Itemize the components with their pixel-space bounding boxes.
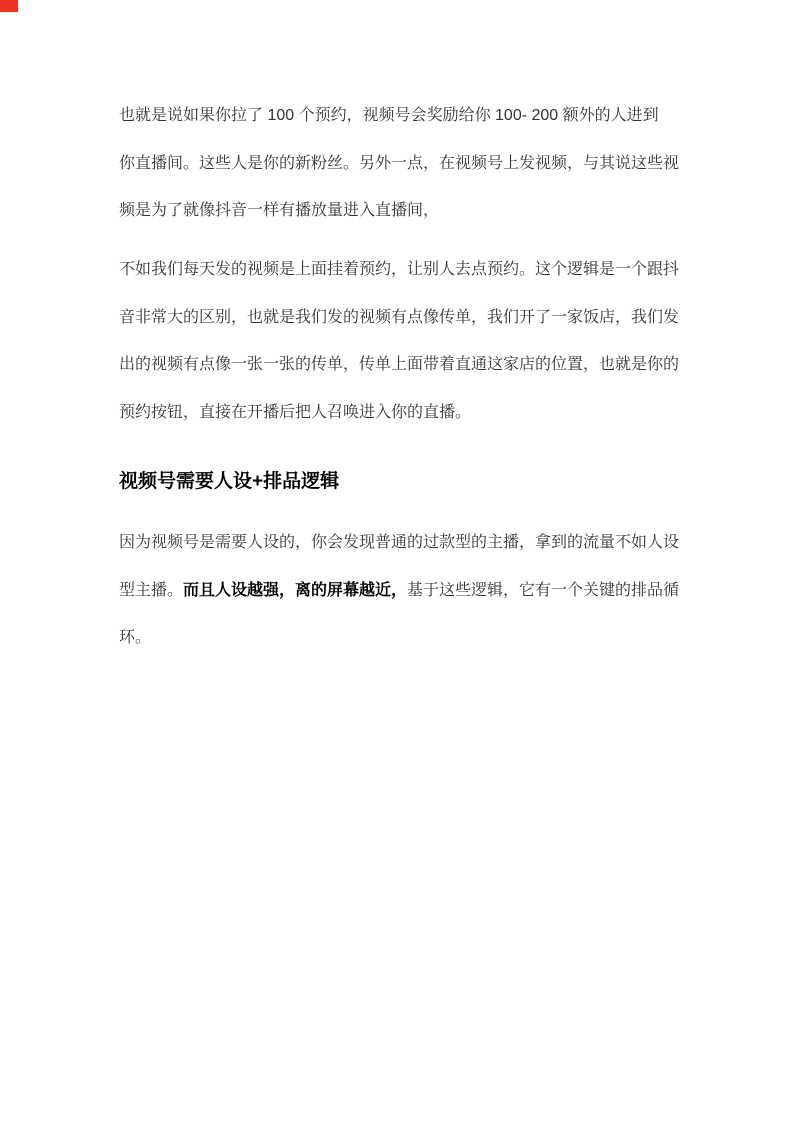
paragraph-3 <box>119 519 679 662</box>
paragraph-1-line-1: 也就是说如果你拉了 100 个预约，视频号会奖励给你 100- 200 额外的人进到 <box>119 107 659 124</box>
paragraph-1-line-3: 频是为了就像抖音一样有播放量进入直播间， <box>119 202 440 219</box>
paragraph-2-line-4: 预约按钮，直接在开播后把人召唤进入你的直播。 <box>119 403 472 421</box>
corner-marker <box>0 0 18 12</box>
paragraph-3-line-3: 环。 <box>119 629 152 646</box>
paragraph-3-line-2-end: 基于这些逻辑，它有一个关键的排品循 <box>407 581 680 599</box>
paragraph-1-line-2: 你直播间。这些人是你的新粉丝。另外一点，在视频号上发视频，与其说这些视 <box>119 154 680 172</box>
paragraph-3-line-2-start: 型主播。 <box>119 581 184 599</box>
paragraph-2-line-2: 音非常大的区别，也就是我们发的视频有点像传单，我们开了一家饭店，我们发 <box>119 308 680 326</box>
paragraph-1 <box>119 92 679 235</box>
section-heading: 视频号需要人设+排品逻辑 <box>119 471 340 492</box>
paragraph-2-line-3: 出的视频有点像一张一张的传单，传单上面带着直通这家店的位置，也就是你的 <box>119 356 680 373</box>
paragraph-2 <box>119 246 679 436</box>
paragraph-2-line-1: 不如我们每天发的视频是上面挂着预约，让别人去点预约。这个逻辑是一个跟抖 <box>119 261 680 278</box>
paragraph-3-line-2 <box>119 567 679 615</box>
paragraph-3-line-1: 因为视频号是需要人设的，你会发现普通的过款型的主播，拿到的流量不如人设 <box>119 534 680 551</box>
paragraph-3-line-2-bold: 而且人设越强，离的屏幕越近， <box>183 581 408 599</box>
